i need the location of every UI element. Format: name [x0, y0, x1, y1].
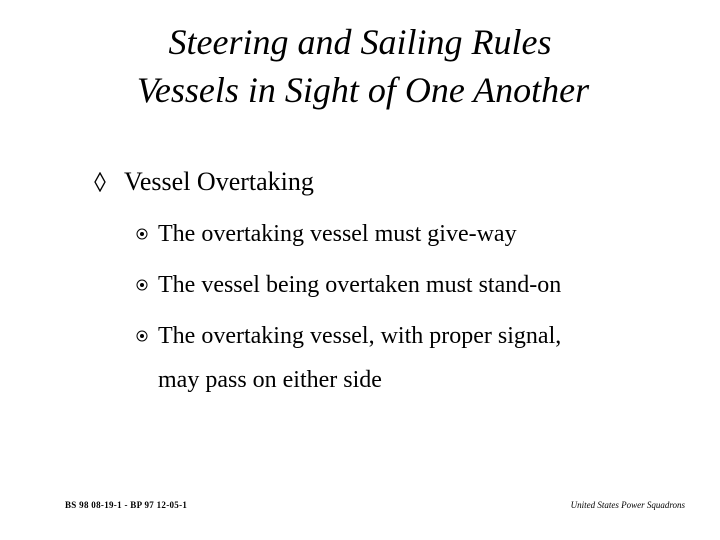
- dot-bullet-icon: [136, 228, 148, 240]
- bullet-item-continuation: may pass on either side: [158, 367, 382, 393]
- topic-heading: Vessel Overtaking: [124, 167, 314, 196]
- bullet-item: The overtaking vessel must give-way: [158, 221, 517, 247]
- footer-organization: United States Power Squadrons: [570, 500, 685, 510]
- dot-bullet-icon: [136, 330, 148, 342]
- bullet-item: The overtaking vessel, with proper signal,: [158, 323, 562, 349]
- footer-code: BS 98 08-19-1 - BP 97 12-05-1: [65, 500, 188, 510]
- bullet-item: The vessel being overtaken must stand-on: [158, 272, 562, 298]
- dot-bullet-icon: [136, 279, 148, 291]
- slide-title-line-2: Vessels in Sight of One Another: [136, 70, 590, 110]
- slide-title-line-1: Steering and Sailing Rules: [168, 22, 552, 62]
- diamond-outline-icon: [94, 172, 106, 192]
